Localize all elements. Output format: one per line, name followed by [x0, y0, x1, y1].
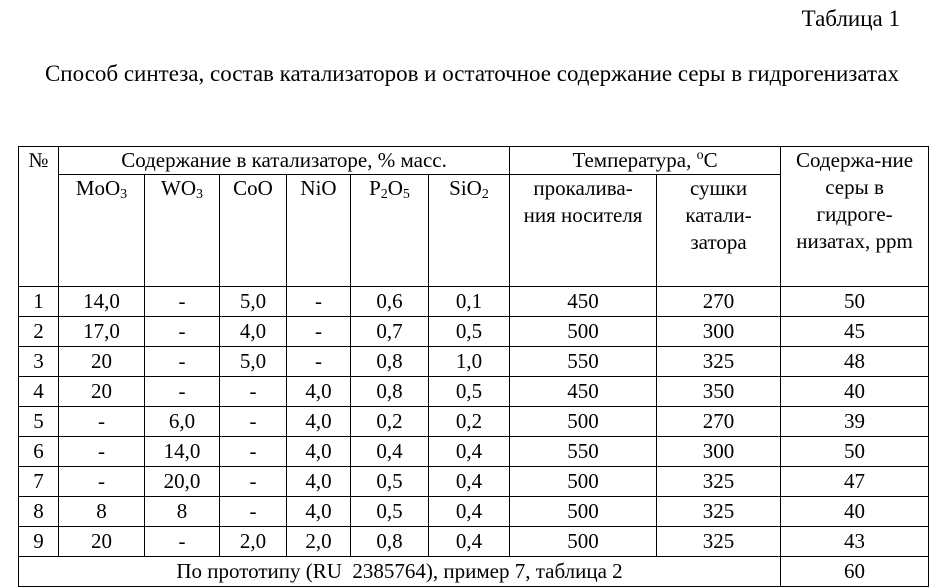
- cell-coo: -: [220, 497, 287, 527]
- cell-calcination-temp: 500: [510, 527, 657, 557]
- table-row: [19, 527, 929, 557]
- cell-sulfur: 48: [781, 347, 929, 377]
- footer-label: По прототипу (RU 2385764), пример 7, таблица 2: [19, 557, 781, 587]
- header-wo3: $WO_3$: [145, 175, 220, 287]
- cell-moo3: 20: [59, 527, 145, 557]
- cell-nio: -: [287, 347, 351, 377]
- cell-moo3: 17,0: [59, 317, 145, 347]
- cell-drying-temp: 325: [657, 527, 781, 557]
- cell-coo: -: [220, 407, 287, 437]
- cell-sulfur: 40: [781, 497, 929, 527]
- header-sio2: SiO$_2$: [429, 175, 510, 287]
- cell-coo: 5,0: [220, 287, 287, 317]
- header-moo3: MoO$_3$: [59, 175, 145, 287]
- cell-p2o5: 0,8: [351, 377, 429, 407]
- cell-num: 3: [19, 347, 59, 377]
- cell-calcination-temp: 500: [510, 497, 657, 527]
- cell-calcination-temp: 500: [510, 317, 657, 347]
- cell-coo: 4,0: [220, 317, 287, 347]
- cell-wo3: -: [145, 527, 220, 557]
- header-temperature-group: [510, 147, 781, 175]
- cell-p2o5: 0,2: [351, 407, 429, 437]
- cell-wo3: -: [145, 287, 220, 317]
- cell-nio: -: [287, 317, 351, 347]
- cell-nio: 4,0: [287, 467, 351, 497]
- table-row: [19, 317, 929, 347]
- cell-sulfur: 45: [781, 317, 929, 347]
- cell-moo3: 8: [59, 497, 145, 527]
- table-row: [19, 377, 929, 407]
- cell-num: 7: [19, 467, 59, 497]
- cell-moo3: -: [59, 407, 145, 437]
- cell-num: 6: [19, 437, 59, 467]
- cell-sulfur: 47: [781, 467, 929, 497]
- temperature-prefix: Температура,: [572, 148, 697, 172]
- cell-num: 9: [19, 527, 59, 557]
- cell-num: 8: [19, 497, 59, 527]
- cell-drying-temp: 325: [657, 467, 781, 497]
- cell-p2o5: 0,5: [351, 497, 429, 527]
- cell-p2o5: 0,7: [351, 317, 429, 347]
- cell-wo3: 8: [145, 497, 220, 527]
- table-row: [19, 497, 929, 527]
- cell-sio2: 0,4: [429, 467, 510, 497]
- cell-nio: 4,0: [287, 377, 351, 407]
- header-nio: NiO: [287, 175, 351, 287]
- cell-drying-temp: 270: [657, 287, 781, 317]
- cell-wo3: 20,0: [145, 467, 220, 497]
- temperature-unit: С: [703, 148, 718, 172]
- cell-coo: -: [220, 467, 287, 497]
- table-row: [19, 347, 929, 377]
- cell-sulfur: 43: [781, 527, 929, 557]
- table-row: [19, 287, 929, 317]
- cell-sulfur: 50: [781, 287, 929, 317]
- cell-sulfur: 40: [781, 377, 929, 407]
- cell-coo: -: [220, 437, 287, 467]
- cell-sio2: 0,4: [429, 437, 510, 467]
- cell-sio2: 1,0: [429, 347, 510, 377]
- cell-num: 5: [19, 407, 59, 437]
- cell-nio: 4,0: [287, 437, 351, 467]
- cell-wo3: -: [145, 377, 220, 407]
- footer-value: 60: [781, 557, 929, 587]
- temperature-degree: o: [696, 148, 704, 163]
- cell-nio: 4,0: [287, 497, 351, 527]
- cell-num: 4: [19, 377, 59, 407]
- cell-calcination-temp: 550: [510, 437, 657, 467]
- cell-coo: -: [220, 377, 287, 407]
- cell-moo3: 20: [59, 377, 145, 407]
- cell-drying-temp: 325: [657, 497, 781, 527]
- cell-moo3: -: [59, 467, 145, 497]
- cell-moo3: 14,0: [59, 287, 145, 317]
- cell-sulfur: 50: [781, 437, 929, 467]
- cell-calcination-temp: 500: [510, 467, 657, 497]
- header-sulfur: Содержа-ние серы в гидроге-низатах, ppm: [781, 147, 929, 287]
- cell-sio2: 0,4: [429, 497, 510, 527]
- cell-p2o5: 0,8: [351, 347, 429, 377]
- cell-num: 1: [19, 287, 59, 317]
- cell-calcination-temp: 550: [510, 347, 657, 377]
- cell-sio2: 0,2: [429, 407, 510, 437]
- cell-drying-temp: 300: [657, 437, 781, 467]
- cell-moo3: 20: [59, 347, 145, 377]
- cell-sio2: 0,5: [429, 377, 510, 407]
- cell-coo: 2,0: [220, 527, 287, 557]
- header-p2o5: $P_2O_5$: [351, 175, 429, 287]
- cell-nio: 2,0: [287, 527, 351, 557]
- cell-nio: 4,0: [287, 407, 351, 437]
- header-coo: CoO: [220, 175, 287, 287]
- table-row: [19, 437, 929, 467]
- cell-wo3: 14,0: [145, 437, 220, 467]
- cell-sulfur: 39: [781, 407, 929, 437]
- cell-sio2: 0,5: [429, 317, 510, 347]
- cell-drying-temp: 350: [657, 377, 781, 407]
- cell-sio2: 0,4: [429, 527, 510, 557]
- cell-coo: 5,0: [220, 347, 287, 377]
- cell-num: 2: [19, 317, 59, 347]
- cell-calcination-temp: 450: [510, 287, 657, 317]
- cell-calcination-temp: 500: [510, 407, 657, 437]
- header-calcination: прокалива-ния носителя: [510, 175, 657, 287]
- cell-wo3: -: [145, 317, 220, 347]
- cell-p2o5: 0,4: [351, 437, 429, 467]
- cell-drying-temp: 270: [657, 407, 781, 437]
- header-content-group: Содержание в катализаторе, % масс.: [59, 147, 510, 175]
- cell-p2o5: 0,6: [351, 287, 429, 317]
- cell-wo3: -: [145, 347, 220, 377]
- table-caption: Способ синтеза, состав катализаторов и остаточное содержание серы в гидрогенизатах: [44, 61, 900, 86]
- cell-p2o5: 0,5: [351, 467, 429, 497]
- table-number-label: Таблица 1: [801, 6, 900, 31]
- table-row: [19, 467, 929, 497]
- header-num: №: [19, 147, 59, 287]
- footer-row: [19, 557, 929, 587]
- cell-drying-temp: 300: [657, 317, 781, 347]
- cell-wo3: 6,0: [145, 407, 220, 437]
- cell-nio: -: [287, 287, 351, 317]
- data-table: [18, 146, 929, 587]
- table-row: [19, 407, 929, 437]
- cell-p2o5: 0,8: [351, 527, 429, 557]
- cell-sio2: 0,1: [429, 287, 510, 317]
- header-drying: сушки катали-затора: [657, 175, 781, 287]
- cell-drying-temp: 325: [657, 347, 781, 377]
- cell-moo3: -: [59, 437, 145, 467]
- cell-calcination-temp: 450: [510, 377, 657, 407]
